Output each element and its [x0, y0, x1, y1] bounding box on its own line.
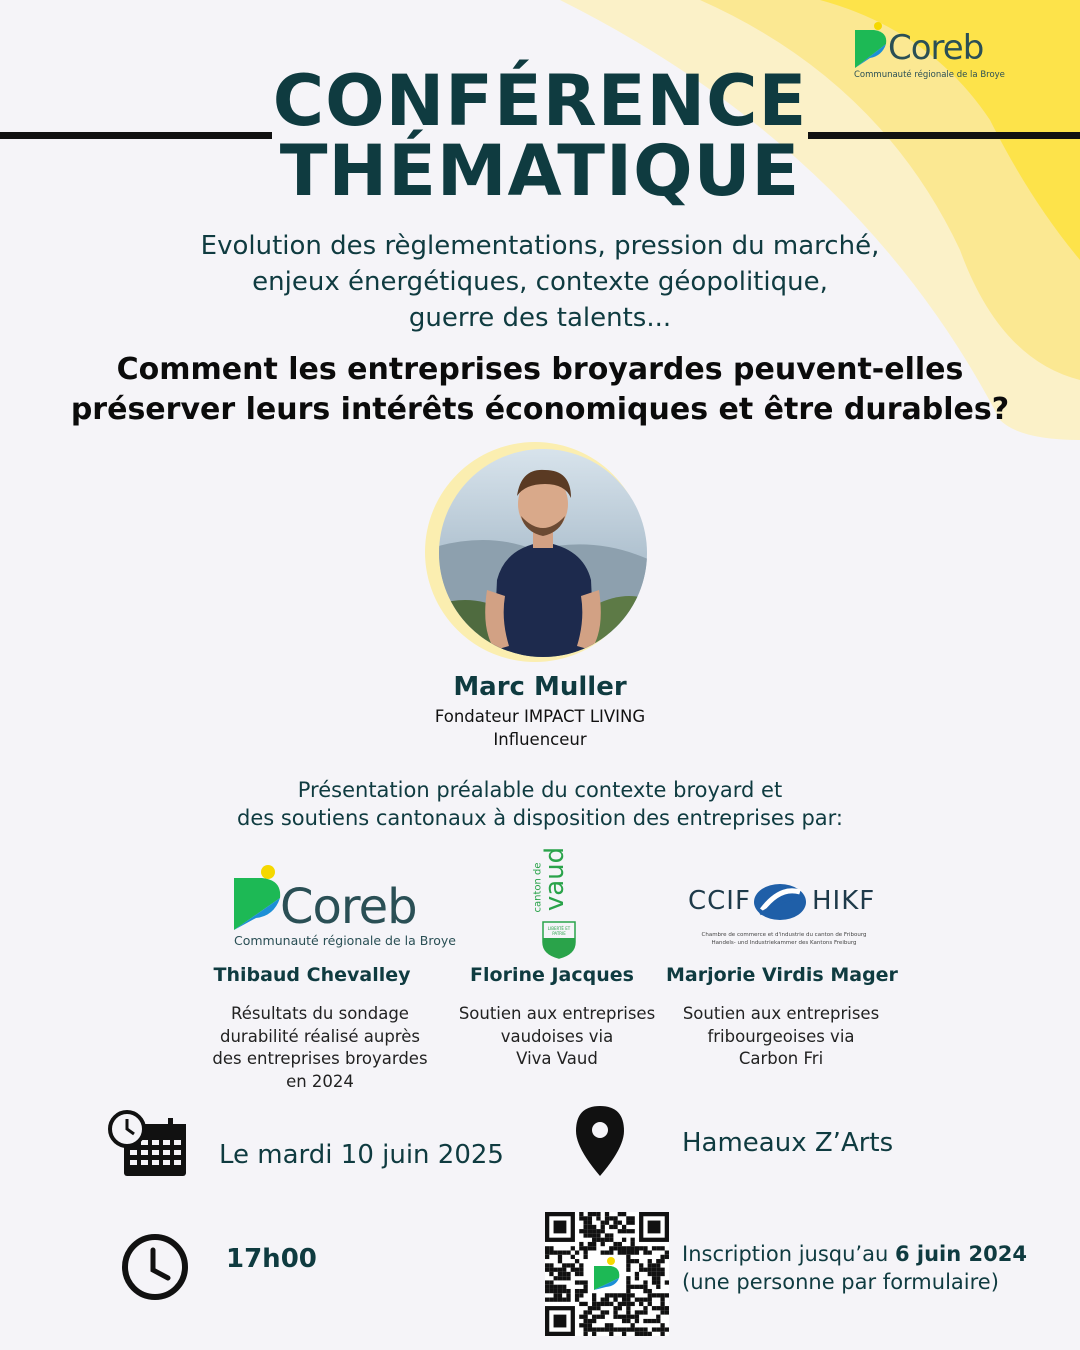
presentation-text	[140, 776, 940, 832]
ccif-tagline: Chambre de commerce et d'industrie du canton de Fribourg	[701, 932, 867, 938]
partner-name: Marjorie Virdis Mager	[666, 964, 898, 986]
coreb-logo-mark	[232, 864, 286, 934]
logo-word: Coreb	[888, 28, 984, 68]
calendar-clock-icon	[108, 1110, 190, 1180]
partner-logo-tagline: Communauté régionale de la Broye	[234, 933, 456, 948]
title-rule-right	[808, 132, 1080, 139]
description-line: durabilité réalisé auprès	[220, 1026, 420, 1046]
description-line: Viva Vaud	[516, 1049, 598, 1068]
partner-description	[447, 1003, 667, 1071]
intro-line: Evolution des règlementations, pression du marché,	[200, 231, 880, 261]
event-time: 17h00	[226, 1244, 317, 1274]
description-line: fribourgeoises via	[707, 1026, 855, 1046]
map-pin-icon	[576, 1106, 624, 1176]
vaud-logo	[532, 842, 581, 960]
registration-line	[682, 1240, 1027, 1268]
description-line: vaudoises via	[500, 1026, 614, 1046]
vaud-logo-motto: LIBERTÉ ET PATRIE	[547, 926, 571, 936]
intro-text	[120, 228, 960, 336]
ccif-text: CCIF	[688, 886, 751, 916]
speaker-name: Marc Muller	[453, 672, 627, 702]
partner-description	[200, 1003, 440, 1093]
description-line: des entreprises broyardes	[212, 1049, 428, 1068]
title-line-2: THÉMATIQUE	[279, 130, 801, 212]
title-rule-left	[0, 132, 272, 139]
speaker-role: Fondateur IMPACT LIVING	[434, 707, 646, 726]
intro-line: enjeux énergétiques, contexte géopolitique,	[252, 267, 828, 297]
presentation-line: des soutiens cantonaux à disposition des entreprises par:	[236, 806, 844, 830]
question-line: Comment les entreprises broyardes peuvent-elles	[116, 352, 964, 387]
speaker-photo	[425, 440, 650, 665]
partner-logo-word: Coreb	[280, 879, 417, 935]
registration-note: (une personne par formulaire)	[682, 1270, 999, 1294]
key-question	[40, 350, 1040, 430]
logo-tagline: Communauté régionale de la Broye	[854, 70, 1005, 80]
description-line: Résultats du sondage	[231, 1004, 409, 1023]
coreb-logo-top	[852, 22, 1012, 82]
registration-date: 6 juin 2024	[894, 1242, 1027, 1266]
coreb-logo-mark	[852, 22, 892, 70]
partner-name: Thibaud Chevalley	[213, 964, 411, 986]
qr-code[interactable]	[545, 1212, 669, 1336]
ccif-hikf-logo	[688, 880, 888, 952]
title-line-1: CONFÉRENCE	[272, 60, 808, 142]
description-line: Carbon Fri	[738, 1049, 824, 1068]
registration-info	[682, 1240, 1027, 1296]
description-line: Soutien aux entreprises	[458, 1004, 656, 1023]
event-place: Hameaux Z’Arts	[682, 1128, 894, 1158]
speaker-role-2: Influenceur	[493, 730, 587, 749]
presentation-line: Présentation préalable du contexte broyard et	[297, 778, 783, 802]
question-line: préserver leurs intérêts économiques et être durables?	[70, 392, 1010, 427]
description-line: en 2024	[286, 1071, 354, 1091]
vaud-logo-word: vaud	[540, 846, 571, 912]
ccif-hikf-emblem	[752, 880, 808, 924]
coreb-logo-partner	[232, 864, 456, 950]
partner-name: Florine Jacques	[470, 964, 634, 986]
hikf-tagline: Handels- und Industriekammer des Kantons Freiburg	[711, 940, 857, 946]
hikf-text: HIKF	[812, 886, 876, 916]
clock-icon	[120, 1232, 190, 1302]
registration-prefix: Inscription jusqu’au	[682, 1242, 895, 1266]
intro-line: guerre des talents...	[408, 303, 672, 333]
event-date: Le mardi 10 juin 2025	[219, 1140, 504, 1170]
partner-description	[671, 1003, 891, 1071]
vaud-logo-small: canton de	[532, 862, 544, 913]
description-line: Soutien aux entreprises	[682, 1004, 880, 1023]
